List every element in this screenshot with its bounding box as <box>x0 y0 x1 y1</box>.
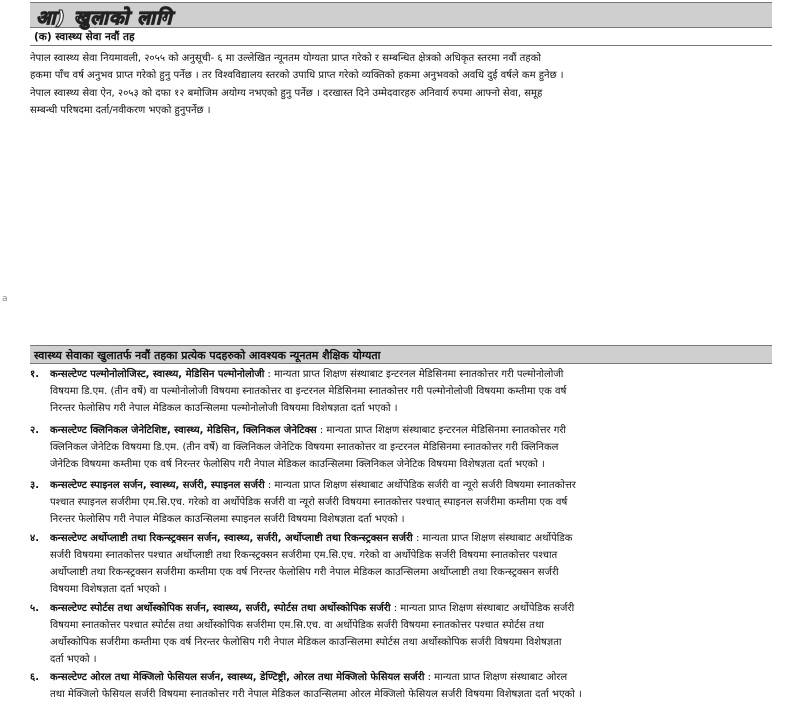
item-text: : मान्यता प्राप्त शिक्षण संस्थाबाट अर्थोपेडिक सर्जरी <box>390 603 575 614</box>
item-text: तथा मेक्जिलो फेसियल सर्जरी विषयमा स्नातकोत्तर गरी नेपाल मेडिकल काउन्सिलमा ओरल मेक्जिलो फेसियल सर्जरी विषयमा विशेषज्ञता दर्ता भएको । <box>50 689 582 700</box>
item-heading: कन्सल्टेण्ट पल्मोनोलोजिस्ट, स्वास्थ्य, मेडिसिन पल्मोनोलोजी <box>50 369 265 380</box>
section-title: आ) खुलाको लागि <box>36 7 173 29</box>
item-text: : मान्यता प्राप्त शिक्षण संस्थाबाट इन्टरनल मेडिसिनमा स्नातकोत्तर गरी <box>316 425 567 436</box>
item-number: ६. <box>30 672 39 683</box>
item-text: विषयमा डि.एम. (तीन वर्षे) वा पल्मोनोलोजी विषयमा स्नातकोत्तर वा इन्टरनल मेडिसिनमा स्नातकोत्तर गरी पल्मोनोलोजी विषयमा कम्तीमा एक वर्ष <box>50 386 567 397</box>
intro-line-1: नेपाल स्वास्थ्य सेवा नियमावली, २०५५ को अनुसूची- ६ मा उल्लेखित न्यूनतम योग्यता प्राप्त गरेको र सम्बन्धित क्षेत्रको अधिकृत स्तरमा नवौं तहको <box>30 53 541 64</box>
intro-line-3: नेपाल स्वास्थ्य सेवा ऐन, २०५३ को दफा १२ बमोजिम अयोग्य नभएको हुनु पर्नेछ । दरखास्त दिने उम्मेदवारहरु अनिवार्य रुपमा आफ्नो सेवा, समूह <box>30 88 543 99</box>
section-subtitle: (क) स्वास्थ्य सेवा नवौं तह <box>30 29 772 46</box>
intro-line-2: हकमा पाँच वर्ष अनुभव प्राप्त गरेको हुनु पर्नेछ । तर विश्वविद्यालय स्तरको उपाधि प्राप्त गरेको व्यक्तिको हकमा अनुभवको अवधि दुई वर्षले कम हुनेछ । <box>30 70 564 81</box>
item-text: सर्जरी विषयमा स्नातकोत्तर पश्चात अर्थोप्लाष्टी तथा रिकन्स्ट्रक्सन सर्जरीमा एम.सि.एच. गरेको वा अर्थोपेडिक सर्जरी विषयमा स्नातकोत्तर पश्चात <box>50 550 558 561</box>
item-text: निरन्तर फेलोसिप गरी नेपाल मेडिकल काउन्सिलमा पल्मोनोलोजी विषयमा विशेषज्ञता दर्ता भएको । <box>50 403 398 414</box>
item-heading: कन्सल्टेण्ट अर्थोप्लाष्टी तथा रिकन्स्ट्रक्सन सर्जन, स्वास्थ्य, सर्जरी, अर्थोप्लाष्टी तथा रिकन्स्ट्रक्सन सर्जरी <box>50 533 413 544</box>
qualification-title: स्वास्थ्य सेवाका खुलातर्फ नवौं तहका प्रत्येक पदहरुको आवश्यक न्यूनतम शैक्षिक योग्यता <box>34 349 381 362</box>
item-text: अर्थोस्कोपिक सर्जरीमा कम्तीमा एक वर्ष निरन्तर फेलोसिप गरी नेपाल मेडिकल काउन्सिलमा स्पोर्टस तथा अर्थोस्कोपिक सर्जरी विषयमा विशेषज्ञता <box>50 637 562 648</box>
item-text: विषयमा विशेषज्ञता दर्ता भएको । <box>50 584 167 595</box>
item-text: जेनेटिक विषयमा कम्तीमा एक वर्ष निरन्तर फेलोसिप गरी नेपाल मेडिकल काउन्सिलमा क्लिनिकल जेनेटिक विषयमा विशेषज्ञता दर्ता भएको । <box>50 459 545 470</box>
item-number: २. <box>30 425 39 436</box>
item-number: १. <box>30 369 39 380</box>
item-heading: कन्सल्टेण्ट क्लिनिकल जेनेटिशिष्ट, स्वास्थ्य, मेडिसिन, क्लिनिकल जेनेटिक्स <box>50 425 317 436</box>
section-title-bar <box>30 2 772 28</box>
margin-mark: a <box>2 294 8 304</box>
item-heading: कन्सल्टेण्ट स्पाइनल सर्जन, स्वास्थ्य, सर्जरी, स्पाइनल सर्जरी <box>50 480 265 491</box>
item-number: ५. <box>30 603 39 614</box>
item-text: क्लिनिकल जेनेटिक विषयमा डि.एम. (तीन वर्षे) वा क्लिनिकल जेनेटिक विषयमा स्नातकोत्तर वा इन्टरनल मेडिसिनमा स्नातकोत्तर गरी क्लिनिकल <box>50 442 559 453</box>
item-text: : मान्यता प्राप्त शिक्षण संस्थाबाट इन्टरनल मेडिसिनमा स्नातकोत्तर गरी पल्मोनोलोजी <box>264 369 564 380</box>
item-text: : मान्यता प्राप्त शिक्षण संस्थाबाट ओरल <box>424 672 568 683</box>
item-text: विषयमा स्नातकोत्तर पश्चात स्पोर्टस तथा अर्थोस्कोपिक सर्जरीमा एम.सि.एच. वा अर्थोपेडिक सर्जरी विषयमा स्नातकोत्तर पश्चात स्पोर्टस तथा <box>50 620 544 631</box>
item-text: दर्ता भएको । <box>50 654 97 665</box>
item-text: : मान्यता प्राप्त शिक्षण संस्थाबाट अर्थोपेडिक <box>412 533 573 544</box>
item-number: ३. <box>30 480 39 491</box>
item-text: पश्चात स्पाइनल सर्जरीमा एम.सि.एच. गरेको वा अर्थोपेडिक सर्जरी वा न्यूरो सर्जरी विषयमा स्नातकोत्तर पश्चात् स्पाइनल सर्जरीमा कम्तीमा एक वर्ष <box>50 497 568 508</box>
item-text: अर्थोप्लाष्टी तथा रिकन्स्ट्रक्सन सर्जरीमा कम्तीमा एक वर्ष निरन्तर फेलोसिप गरी नेपाल मेडिकल काउन्सिलमा अर्थोप्लाष्टी तथा रिकन्स्ट्रक्सन सर्जरी <box>50 567 559 578</box>
item-text: : मान्यता प्राप्त शिक्षण संस्थाबाट अर्थोपेडिक सर्जरी वा न्यूरो सर्जरी विषयमा स्नातकोत्तर <box>264 480 576 491</box>
intro-line-4: सम्बन्धी परिषदमा दर्ता/नवीकरण भएको हुनुपर्नेछ । <box>30 105 211 116</box>
item-heading: कन्सल्टेण्ट ओरल तथा मेक्जिलो फेसियल सर्जन, स्वास्थ्य, डेण्टिष्ट्री, ओरल तथा मेक्जिलो फेसियल सर्जरी <box>50 672 425 683</box>
item-text: निरन्तर फेलोसिप गरी नेपाल मेडिकल काउन्सिलमा स्पाइनल सर्जरी विषयमा विशेषज्ञता दर्ता भएको । <box>50 514 405 525</box>
item-number: ४. <box>30 533 39 544</box>
qualification-title-bar <box>30 345 772 364</box>
item-heading: कन्सल्टेण्ट स्पोर्टस तथा अर्थोस्कोपिक सर्जन, स्वास्थ्य, सर्जरी, स्पोर्टस तथा अर्थोस्कोपिक सर्जरी <box>50 603 391 614</box>
